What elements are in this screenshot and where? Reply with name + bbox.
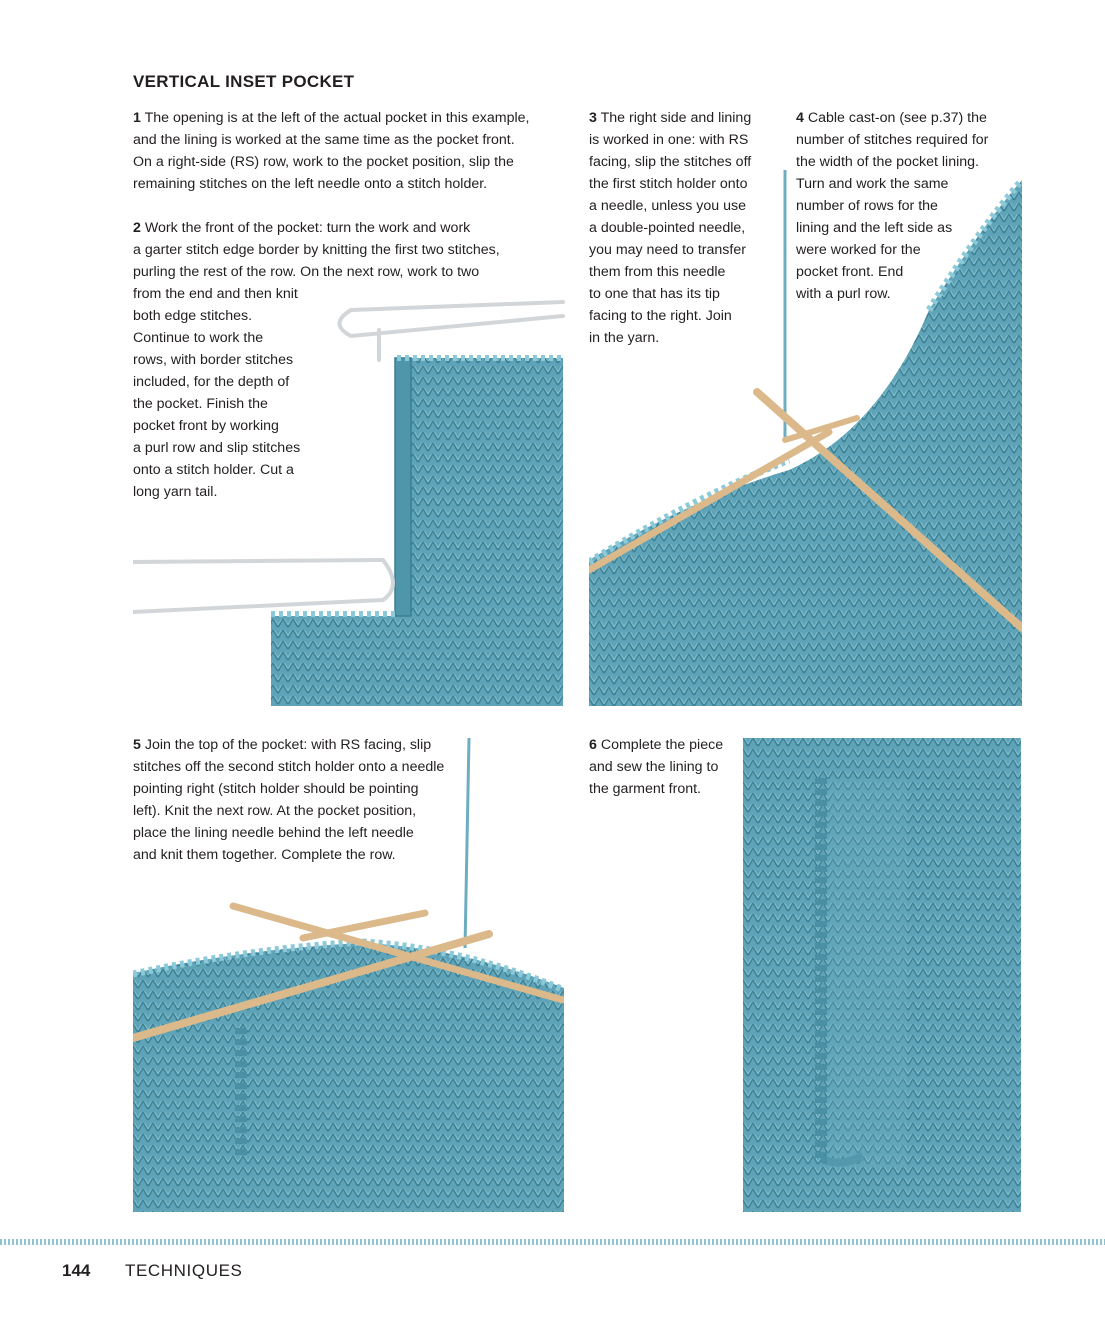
step-2-line: a garter stitch edge border by knitting the first two stitches, — [133, 242, 500, 258]
step-3-line: a double-pointed needle, — [589, 220, 746, 236]
step-3-line: in the yarn. — [589, 330, 660, 346]
step-2-line: Work the front of the pocket: turn the work and work — [144, 220, 471, 236]
step-3-line: facing, slip the stitches off — [589, 154, 752, 170]
step-2-line: a purl row and slip stitches — [133, 440, 301, 456]
step-3-line: to one that has its tip — [589, 286, 720, 302]
step-3-line: is worked in one: with RS — [589, 132, 749, 148]
step-4-line: number of rows for the — [796, 198, 938, 214]
step-6-line: Complete the piece — [600, 737, 724, 753]
photo-join-pocket-top — [133, 738, 564, 1212]
section-name: TECHNIQUES — [125, 1261, 243, 1280]
step-5-number: 5 — [133, 737, 141, 753]
step-3-line: the first stitch holder onto — [589, 176, 748, 192]
step-4-line: number of stitches required for — [796, 132, 989, 148]
step-1-line: The opening is at the left of the actual pocket in this example, — [144, 110, 530, 126]
photo-pocket-front — [133, 300, 565, 706]
step-5-line: and knit them together. Complete the row. — [133, 847, 396, 863]
step-2-number: 2 — [133, 220, 141, 236]
footer-rule — [0, 1239, 1105, 1245]
step-2-line: from the end and then knit — [133, 286, 298, 302]
step-3-line: a needle, unless you use — [589, 198, 746, 214]
step-4-line: were worked for the — [796, 242, 921, 258]
step-1-line: and the lining is worked at the same time as the pocket front. — [133, 132, 515, 148]
page-number: 144 — [62, 1261, 91, 1280]
photo-completed-piece — [743, 738, 1021, 1212]
step-2-line: pocket front by working — [133, 418, 279, 434]
step-5-line: pointing right (stitch holder should be pointing — [133, 781, 419, 797]
step-6-line: and sew the lining to — [589, 759, 719, 775]
step-2-line: onto a stitch holder. Cut a — [133, 462, 294, 478]
step-3-line: The right side and lining — [600, 110, 752, 126]
step-4-line: with a purl row. — [796, 286, 891, 302]
step-1-number: 1 — [133, 110, 141, 126]
step-3-line: you may need to transfer — [589, 242, 746, 258]
step-5-line: left). Knit the next row. At the pocket position, — [133, 803, 417, 819]
step-1-line: On a right-side (RS) row, work to the pocket position, slip the — [133, 154, 514, 170]
step-1-line: remaining stitches on the left needle onto a stitch holder. — [133, 176, 488, 192]
step-2-line: included, for the depth of — [133, 374, 290, 390]
step-2-line: both edge stitches. — [133, 308, 253, 324]
step-2-line: rows, with border stitches — [133, 352, 294, 368]
step-2-line: Continue to work the — [133, 330, 264, 346]
step-6-text — [589, 734, 723, 800]
step-5-line: stitches off the second stitch holder onto a needle — [133, 759, 445, 775]
step-6-line: the garment front. — [589, 781, 701, 797]
step-4-number: 4 — [796, 110, 804, 126]
step-3-number: 3 — [589, 110, 597, 126]
step-4-line: pocket front. End — [796, 264, 904, 280]
step-2-line: the pocket. Finish the — [133, 396, 268, 412]
step-4-line: lining and the left side as — [796, 220, 953, 236]
step-4-line: Turn and work the same — [796, 176, 949, 192]
step-2-line: purling the rest of the row. On the next row, work to two — [133, 264, 480, 280]
step-5-line: Join the top of the pocket: with RS facing, slip — [144, 737, 432, 753]
step-6-number: 6 — [589, 737, 597, 753]
step-4-line: Cable cast-on (see p.37) the — [807, 110, 987, 126]
step-5-line: place the lining needle behind the left needle — [133, 825, 414, 841]
photo-lining-cast-on — [589, 170, 1022, 706]
step-4-line: the width of the pocket lining. — [796, 154, 979, 170]
step-3-line: facing to the right. Join — [589, 308, 732, 324]
section-heading: VERTICAL INSET POCKET — [133, 72, 355, 91]
step-3-line: them from this needle — [589, 264, 726, 280]
step-2-line: long yarn tail. — [133, 484, 218, 500]
